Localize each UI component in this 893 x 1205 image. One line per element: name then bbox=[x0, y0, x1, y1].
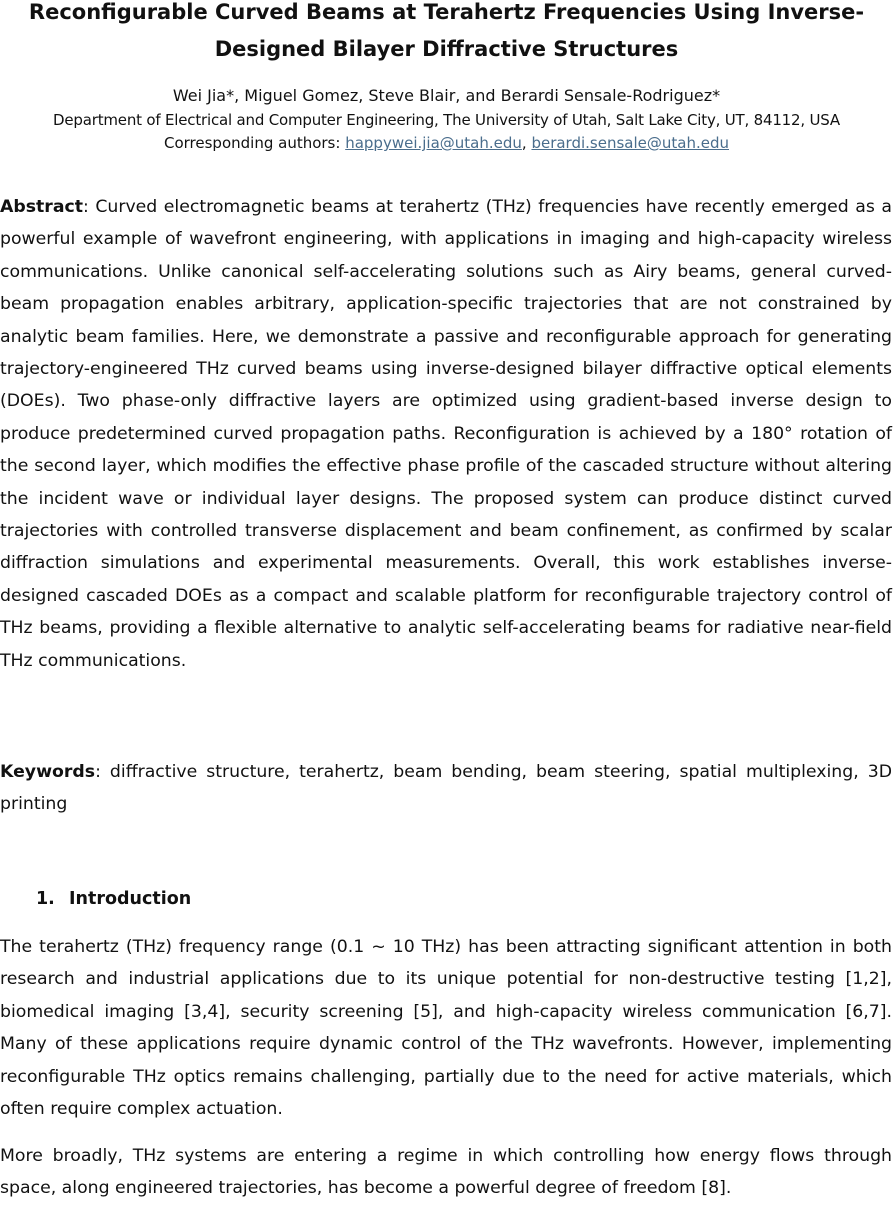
email-separator: , bbox=[521, 134, 532, 152]
email-link-sensale[interactable]: berardi.sensale@utah.edu bbox=[531, 134, 729, 152]
section-number: 1. bbox=[36, 889, 55, 909]
corresponding-authors bbox=[0, 132, 893, 154]
introduction-paragraph-2: More broadly, THz systems are entering a regime in which controlling how energy flows through space, along engineered trajectories, has become a powerful degree of freedom [8]. bbox=[0, 1146, 892, 1199]
introduction-paragraph-1: The terahertz (THz) frequency range (0.1 ~ 10 THz) has been attracting significant attention in both research and industrial applications due to its unique potential for non-destructive testing [1,2], biomedical imaging [3,4], security screening [5], and high-capacity wireless communication [6,7]. Many of these applications require dynamic control of the THz wavefronts. However, implementing reconfigurable THz optics remains challenging, partially due to the need for active materials, which often require complex actuation. bbox=[0, 937, 892, 1120]
keywords-label: Keywords bbox=[0, 762, 96, 782]
corresponding-label: Corresponding authors: bbox=[164, 134, 346, 152]
email-link-jia[interactable]: happywei.jia@utah.edu bbox=[345, 134, 522, 152]
section-heading-introduction bbox=[36, 883, 191, 915]
section-title: Introduction bbox=[69, 889, 192, 909]
keywords-text: : diffractive structure, terahertz, beam bending, beam steering, spatial multiplexing, 3D printing bbox=[0, 762, 892, 815]
abstract-paragraph bbox=[0, 191, 892, 677]
abstract-text: : Curved electromagnetic beams at terahertz (THz) frequencies have recently emerged as a powerful example of wavefront engineering, with applications in imaging and high-capacity wireless communications. Unlike canonical self-accelerating solutions such as Airy beams, general curved-beam propagation enables arbitrary, application-specific trajectories that are not constrained by analytic beam families. Here, we demonstrate a passive and reconfigurable approach for generating trajectory-engineered THz curved beams using inverse-designed bilayer diffractive optical elements (DOEs). Two phase-only diffractive layers are optimized using gradient-based inverse design to produce predetermined curved propagation paths. Reconfiguration is achieved by a 180° rotation of the second layer, which modifies the effective phase profile of the cascaded structure without altering the incident wave or individual layer designs. The proposed system can produce distinct curved trajectories with controlled transverse displacement and beam confinement, as confirmed by scalar diffraction simulations and experimental measurements. Overall, this work establishes inverse-designed cascaded DOEs as a compact and scalable platform for reconfigurable trajectory control of THz beams, providing a flexible alternative to analytic self-accelerating beams for radiative near-field THz communications. bbox=[0, 197, 892, 671]
author-list: Wei Jia*, Miguel Gomez, Steve Blair, and Berardi Sensale-Rodriguez* bbox=[172, 86, 721, 105]
affiliation: Department of Electrical and Computer Engineering, The University of Utah, Salt Lake City, UT, 84112, USA bbox=[53, 111, 840, 129]
abstract-label: Abstract bbox=[0, 197, 83, 217]
keywords-paragraph bbox=[0, 756, 892, 821]
paper-title: Reconfigurable Curved Beams at Terahertz Frequencies Using Inverse-Designed Bilayer Diffractive Structures bbox=[28, 0, 865, 61]
